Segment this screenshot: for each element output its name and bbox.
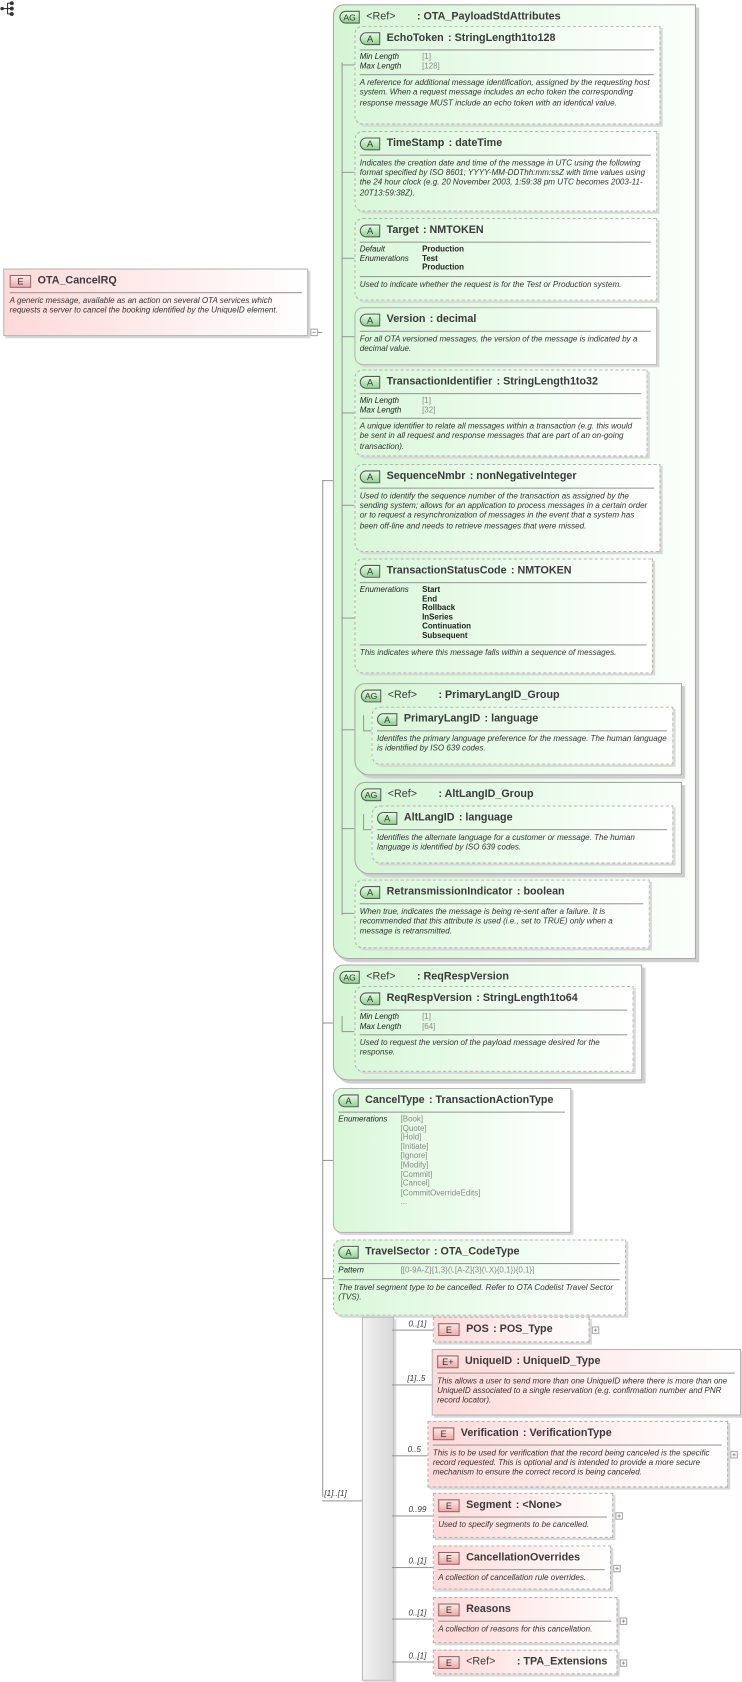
attribute-badge-icon: A — [360, 564, 380, 577]
attribute-CancelType[interactable] — [333, 1088, 571, 1233]
documentation: Identifies the alternate language for a customer or message. The human language is identified by ISO 639 codes. — [376, 832, 635, 852]
documentation: Indicates the creation date and time of the message in UTC using the following format specified by ISO 8601; YYYY-MM-DDThh:mm:ssZ with time values using the 24 hour clock (e.g. 20 November 2003, 1:59:38 pm UTC becomes 2003-11-20T13:59:38Z). — [359, 157, 646, 198]
node-type: : StringLength1to32 — [492, 376, 598, 388]
documentation: Used to specify segments to be cancelled. — [438, 1519, 590, 1530]
element-POS[interactable] — [433, 1317, 590, 1343]
node-name: AltLangID — [403, 811, 455, 824]
divider — [360, 49, 654, 50]
attribute-SequenceNmbr[interactable] — [354, 464, 660, 552]
node-type: : UniqueID_Type — [512, 1355, 600, 1367]
attribute-group-badge-icon: AG — [361, 689, 381, 702]
node-name: TravelSector — [365, 1245, 430, 1258]
connector-line — [342, 336, 355, 337]
occurrence-label: [1]..5 — [407, 1373, 426, 1384]
node-name: TimeStamp — [386, 137, 445, 150]
divider — [377, 829, 667, 830]
documentation: This allows a user to send more than one UniqueID where there is more than one UniqueID associated to a single reservation (e.g. confirmation number and PNR record locator). — [437, 1375, 728, 1406]
documentation: Used to request the version of the payload message desired for the response. — [359, 1037, 600, 1058]
element-badge-icon: E — [438, 1323, 459, 1336]
facet-value: [Book] — [400, 1113, 424, 1124]
facet-value: [Commit] — [400, 1169, 433, 1179]
element-badge-icon: E — [438, 1551, 459, 1564]
facet-values — [422, 406, 435, 415]
facet-value: [[0-9A-Z]{1,3}(\.[A-Z]{3}(\.X){0,1}){0,1}] — [400, 1265, 535, 1275]
attribute-EchoToken[interactable] — [354, 26, 660, 125]
divider — [360, 1010, 627, 1011]
divider — [360, 1034, 627, 1035]
box-header — [438, 1601, 611, 1617]
documentation: Used to indicate whether the request is for the Test or Production system. — [359, 279, 622, 289]
node-type: : StringLength1to64 — [472, 992, 578, 1004]
element-Verification[interactable] — [427, 1421, 728, 1488]
attribute-badge-icon: A — [360, 470, 380, 483]
box-header — [360, 563, 647, 579]
facet-row — [338, 1115, 565, 1207]
element-UniqueID[interactable] — [432, 1349, 741, 1416]
node-type: : nonNegativeInteger — [465, 470, 576, 482]
facet-label: Max Length — [359, 404, 402, 415]
box-header — [377, 810, 667, 826]
connector-line — [363, 814, 364, 829]
element-CancellationOverrides[interactable] — [433, 1545, 611, 1589]
attribute-AltLangID[interactable] — [372, 806, 674, 864]
node-type: : OTA_PayloadStdAttributes — [413, 11, 561, 23]
connector-line — [342, 1016, 343, 1031]
box-header — [361, 687, 676, 703]
attribute-badge-icon: A — [377, 811, 397, 824]
box-header — [360, 468, 654, 484]
element-badge-icon: E — [438, 1656, 459, 1669]
node-name: Version — [386, 313, 426, 326]
divider — [360, 242, 651, 243]
divider — [438, 1621, 611, 1622]
element-badge-icon: E — [438, 1499, 459, 1512]
node-type: : language — [480, 713, 538, 725]
connector-line — [342, 62, 343, 915]
node-type: : StringLength1to128 — [444, 32, 556, 44]
attribute-badge-icon: A — [360, 886, 380, 899]
occurrence-label: 0..[1] — [408, 1556, 427, 1566]
box-header — [360, 311, 651, 327]
facet-value: [Hold] — [400, 1132, 422, 1142]
facet-value: [Ignore] — [400, 1150, 428, 1161]
connector-line — [392, 1455, 427, 1456]
documentation: Identifes the primary language preference for the message. The human language is identified by ISO 639 codes. — [376, 733, 667, 754]
attribute-group-badge-icon: AG — [339, 10, 359, 23]
node-name: Segment — [466, 1499, 512, 1512]
divider — [360, 155, 651, 156]
element-badge-icon: E — [433, 1427, 454, 1440]
node-name: TransactionStatusCode — [386, 564, 507, 577]
documentation: For all OTA versioned messages, the version of the message is indicated by a decimal value. — [359, 334, 638, 354]
facet-row — [338, 1266, 619, 1275]
facet-values — [422, 62, 440, 71]
divider — [360, 488, 654, 489]
facet-row — [360, 1022, 627, 1031]
node-name: SequenceNmbr — [386, 470, 466, 483]
connector-line — [342, 913, 355, 914]
documentation: This indicates where this message falls within a sequence of messages. — [359, 647, 617, 657]
sequence-compositor[interactable] — [362, 1317, 394, 1681]
expand-icon[interactable] — [620, 1617, 628, 1625]
attribute-Version[interactable] — [354, 307, 657, 365]
node-name: CancelType — [365, 1094, 425, 1107]
connector-line — [342, 64, 355, 65]
connector-line — [392, 1619, 433, 1620]
box-header — [438, 1497, 607, 1513]
ref-label: <Ref> — [387, 689, 417, 702]
connector-line — [342, 618, 355, 619]
divider — [360, 903, 644, 904]
ref-label: <Ref> — [366, 10, 396, 23]
node-name: OTA_CancelRQ — [37, 274, 117, 287]
ref-label: <Ref> — [366, 970, 396, 983]
node-type: : dateTime — [444, 137, 502, 149]
element-badge-icon: E — [10, 274, 31, 287]
divider — [360, 644, 647, 645]
facet-value: [Quote] — [400, 1122, 427, 1133]
documentation: When true, indicates the message is being re-sent after a failure. It is recommended that this attribute is used (i.e., set to TRUE) only when a message is retransmitted. — [359, 906, 613, 936]
element-TPA_Extensions[interactable] — [433, 1650, 618, 1675]
box-header — [360, 990, 627, 1006]
connector-line — [392, 1661, 433, 1662]
documentation: This is to be used for verification that the record being canceled is the specific record requested. This is optional and is intended to provide a more secure mechanism to ensure the correct record is being canceled. — [432, 1447, 710, 1478]
facet-value: ... — [400, 1196, 408, 1207]
documentation: A generic message, available as an action on several OTA services which requests a server to cancel the booking identified by the UniqueID element. — [9, 295, 278, 315]
box-header — [10, 273, 302, 289]
box-header — [338, 1092, 565, 1108]
box-header — [438, 1654, 611, 1670]
facet-value: [CommitOverrideEdits] — [400, 1187, 481, 1198]
facet-row — [360, 254, 651, 272]
facet-label: Pattern — [338, 1265, 364, 1275]
facet-value: [Cancel] — [400, 1178, 430, 1189]
box-header — [438, 1321, 583, 1337]
connector-line — [342, 258, 355, 259]
connector-line — [363, 829, 372, 830]
attribute-badge-icon: A — [360, 375, 380, 388]
attribute-ReqRespVersion[interactable] — [354, 986, 633, 1072]
attribute-badge-icon: A — [360, 313, 380, 326]
divider — [360, 331, 651, 332]
documentation: The travel segment type to be cancelled. Refer to OTA Codelist Travel Sector (TVS). — [338, 1281, 614, 1302]
attribute-Target[interactable] — [354, 218, 657, 301]
facet-label: Max Length — [359, 1020, 402, 1031]
divider — [360, 393, 641, 394]
facet-label: Enumerations — [359, 584, 409, 594]
attribute-badge-icon: A — [360, 224, 380, 237]
facet-label: Max Length — [359, 60, 402, 71]
divider — [10, 292, 302, 293]
facet-value: [32] — [422, 404, 436, 415]
node-name: Verification — [460, 1427, 519, 1440]
connector-line — [363, 730, 372, 731]
divider — [438, 1569, 604, 1570]
facet-values — [422, 1022, 435, 1031]
facet-value: End — [422, 593, 438, 604]
facet-value: [64] — [422, 1020, 436, 1031]
node-type: : AltLangID_Group — [434, 788, 533, 800]
box-header — [338, 1244, 619, 1260]
occurrence-label: 0..[1] — [408, 1318, 427, 1329]
connector-line — [322, 480, 323, 1497]
node-type: : OTA_CodeType — [430, 1246, 520, 1258]
documentation: Used to identify the sequence number of the transaction as assigned by the sending system; allows for an application to process messages in a certain order or to request a resynchronization of messages in the event that a system has been off-line and needs to retrieve messages that were missed. — [359, 490, 648, 531]
facet-values — [422, 585, 471, 640]
node-name: RetransmissionIndicator — [386, 886, 513, 898]
node-type: : VerificationType — [519, 1427, 612, 1439]
expand-icon[interactable] — [620, 1659, 628, 1667]
element-Segment[interactable] — [433, 1493, 613, 1538]
box-header — [361, 786, 676, 802]
divider — [360, 418, 641, 419]
facet-label: Min Length — [359, 395, 400, 405]
divider — [338, 1263, 619, 1264]
attribute-group-badge-icon: AG — [361, 788, 381, 801]
box-header — [360, 884, 644, 900]
node-type: : <None> — [511, 1499, 561, 1511]
divider — [360, 276, 651, 277]
facet-value: Test — [422, 253, 438, 263]
divider — [433, 1445, 722, 1446]
ref-label: <Ref> — [387, 788, 417, 801]
connector-line — [322, 1278, 333, 1279]
facet-value: [1] — [422, 51, 431, 62]
facet-label: Enumerations — [359, 253, 409, 263]
node-type: : TPA_Extensions — [513, 1656, 608, 1668]
divider — [360, 582, 647, 583]
occurrence-label: 0..[1] — [408, 1650, 427, 1661]
expand-icon[interactable] — [613, 1564, 621, 1572]
facet-value: [128] — [422, 60, 440, 71]
connector-line — [392, 1567, 433, 1568]
connector-line — [342, 505, 355, 506]
facet-values — [401, 1266, 535, 1275]
facet-row — [360, 62, 654, 71]
attribute-badge-icon: A — [360, 992, 380, 1005]
connector-line — [322, 1022, 333, 1023]
node-name: CancellationOverrides — [466, 1551, 581, 1564]
node-name: UniqueID — [465, 1355, 513, 1368]
facet-value: [Initiate] — [400, 1141, 429, 1152]
node-name: TransactionIdentifier — [386, 375, 493, 388]
box-header — [360, 374, 641, 390]
ref-label: <Ref> — [466, 1656, 496, 1668]
facet-value: Subsequent — [422, 630, 468, 641]
connector-line — [392, 1384, 432, 1385]
occurrence-label: 0..5 — [407, 1444, 422, 1455]
node-name: Reasons — [466, 1603, 511, 1616]
facet-values — [401, 1115, 481, 1207]
node-type: : POS_Type — [489, 1323, 553, 1335]
attribute-TimeStamp[interactable] — [354, 131, 657, 212]
facet-value: InSeries — [422, 611, 453, 622]
box-header — [339, 969, 635, 985]
divider — [338, 1112, 565, 1113]
connector-line — [392, 1515, 433, 1516]
facet-row — [360, 396, 641, 405]
facet-label: Min Length — [359, 51, 400, 62]
box-header — [377, 711, 667, 727]
attribute-badge-icon: A — [360, 32, 380, 45]
connector-line — [322, 1160, 333, 1161]
node-type: : NMTOKEN — [507, 565, 572, 577]
facet-row — [360, 585, 647, 640]
attribute-TransactionIdentifier[interactable] — [354, 369, 647, 456]
element-Reasons[interactable] — [433, 1597, 618, 1643]
facet-value: Start — [422, 584, 441, 594]
facet-row — [360, 406, 641, 415]
box-header — [360, 222, 651, 238]
documentation: A collection of cancellation rule overrides. — [438, 1572, 587, 1583]
node-type: : ReqRespVersion — [413, 971, 509, 983]
facet-values — [422, 254, 464, 272]
occurrence-label: 0..99 — [408, 1504, 427, 1515]
facet-label: Min Length — [359, 1011, 400, 1022]
connector-line — [363, 715, 364, 730]
expand-icon[interactable] — [592, 1326, 600, 1334]
node-type: : language — [455, 812, 513, 824]
node-type: : decimal — [425, 314, 476, 326]
connector-line — [318, 332, 322, 333]
documentation: A collection of reasons for this cancellation. — [438, 1623, 593, 1634]
element-badge-icon: E — [438, 1603, 459, 1616]
facet-value: Rollback — [422, 602, 456, 613]
collapse-icon[interactable] — [310, 329, 318, 337]
node-name: PrimaryLangID — [403, 713, 481, 725]
facet-value: [1] — [422, 1011, 431, 1022]
box-header — [360, 135, 651, 151]
node-name: POS — [466, 1323, 489, 1335]
sequence-icon — [0, 0, 15, 17]
node-type: : NMTOKEN — [419, 224, 484, 236]
attribute-PrimaryLangID[interactable] — [372, 707, 674, 765]
connector-line — [342, 172, 355, 173]
expand-icon[interactable] — [615, 1512, 623, 1520]
connector-line — [342, 1031, 355, 1032]
facet-value: Production — [422, 243, 464, 254]
attribute-group-badge-icon: AG — [339, 970, 359, 983]
divider — [377, 730, 667, 731]
facet-row — [360, 53, 654, 62]
connector-line — [392, 1330, 433, 1331]
sequence-occurrence: [1]..[1] — [324, 1488, 347, 1499]
box-header — [339, 9, 689, 25]
attribute-badge-icon: A — [360, 137, 380, 150]
connector-line — [322, 480, 333, 481]
divider — [437, 1373, 734, 1374]
facet-value: [Modify] — [400, 1159, 429, 1170]
box-header — [433, 1425, 722, 1441]
node-name: EchoToken — [386, 32, 444, 45]
box-header — [360, 30, 654, 46]
divider — [438, 1516, 607, 1517]
node-type: : PrimaryLangID_Group — [434, 690, 559, 702]
node-name: Target — [386, 224, 419, 237]
facet-value: Production — [422, 262, 464, 272]
box-header — [437, 1353, 734, 1369]
facet-label: Default — [359, 243, 385, 254]
facet-label: Enumerations — [338, 1113, 388, 1124]
node-type: : TransactionActionType — [425, 1094, 554, 1106]
expand-icon[interactable] — [730, 1451, 738, 1459]
documentation: A unique identifier to relate all messages within a transaction (e.g. this would be sent in all request and response messages that are part of an on-going transaction). — [359, 421, 633, 451]
attribute-badge-icon: A — [338, 1245, 358, 1258]
divider — [338, 1279, 619, 1280]
attribute-TransactionStatusCode[interactable] — [354, 558, 653, 673]
root-element-OTA_CancelRQ[interactable] — [3, 269, 308, 337]
attribute-badge-icon: A — [377, 713, 397, 726]
facet-value: Continuation — [422, 621, 472, 631]
facet-value: [1] — [422, 395, 431, 405]
connector-line — [342, 828, 355, 829]
connector-line — [342, 412, 355, 413]
attribute-badge-icon: A — [338, 1094, 358, 1107]
element-badge-icon: E+ — [437, 1355, 458, 1368]
attribute-TravelSector[interactable] — [333, 1239, 626, 1315]
connector-line — [342, 729, 355, 730]
divider — [360, 74, 654, 75]
documentation: A reference for additional message identification, assigned by the requesting host system. When a request message includes an echo token the corresponding response message MUST include an echo token with an identical value. — [359, 77, 650, 107]
connector-line — [322, 1500, 362, 1501]
node-type: : boolean — [513, 886, 565, 898]
node-name: ReqRespVersion — [386, 992, 473, 1005]
occurrence-label: 0..[1] — [408, 1607, 427, 1618]
box-header — [438, 1550, 604, 1566]
attribute-RetransmissionIndicator[interactable] — [354, 880, 649, 949]
